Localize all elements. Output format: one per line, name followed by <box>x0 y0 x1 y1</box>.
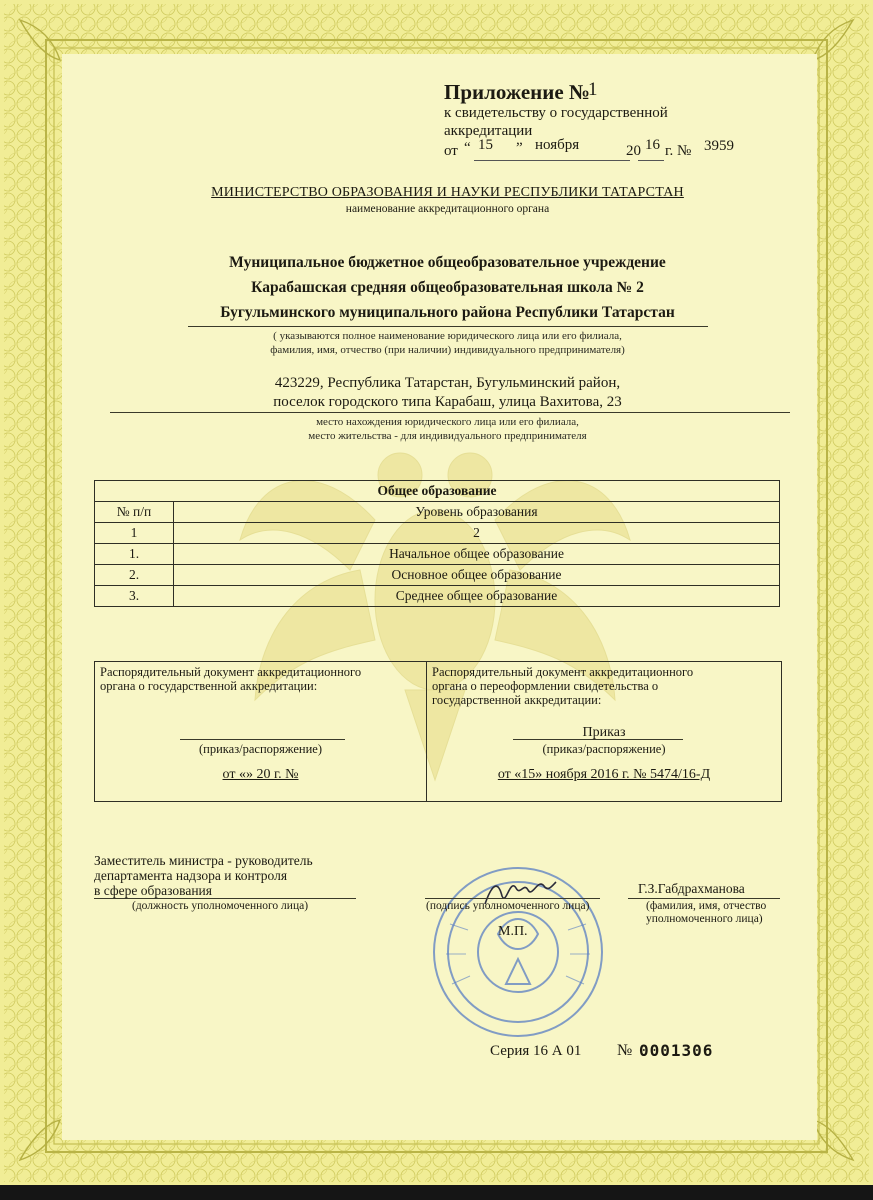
address-caption-line1: место нахождения юридического лица или его филиала, <box>316 416 579 428</box>
row-level: Начальное общее образование <box>174 544 780 565</box>
signer-position-line3: в сфере образования <box>94 883 212 898</box>
column-index-number: 1 <box>95 523 174 544</box>
appendix-subtitle-line2: аккредитации <box>444 123 533 139</box>
date-year-prefix: 20 <box>626 143 641 159</box>
row-number: 3. <box>95 586 174 607</box>
row-number: 2. <box>95 565 174 586</box>
right-doc-line2: органа о переоформлении свидетельства о <box>432 679 659 693</box>
appendix-subtitle-line1: к свидетельству о государственной <box>444 105 668 121</box>
table-header-row <box>95 502 780 523</box>
administrative-documents-box <box>94 661 782 802</box>
stamp-place-label: М.П. <box>498 924 528 939</box>
form-number-sign: № <box>617 1042 633 1059</box>
accreditation-authority-name: МИНИСТЕРСТВО ОБРАЗОВАНИЯ И НАУКИ РЕСПУБЛИКИ ТАТАРСТАН <box>211 185 684 200</box>
address-line1: 423229, Республика Татарстан, Бугульминский район, <box>274 375 621 391</box>
left-doc-caption: (приказ/распоряжение) <box>198 742 323 756</box>
right-doc-caption: (приказ/распоряжение) <box>542 742 666 756</box>
table-row <box>95 565 780 586</box>
date-month: ноября <box>535 137 580 153</box>
row-number: 1. <box>95 544 174 565</box>
organization-caption-line1: ( указываются полное наименование юридического лица или его филиала, <box>273 330 622 342</box>
column-header-level: Уровень образования <box>174 502 780 523</box>
column-header-number: № п/п <box>95 502 174 523</box>
organization-name-line2: Карабашская средняя общеобразовательная школа № 2 <box>251 279 644 296</box>
form-series-label: Серия 16 А 01 <box>490 1043 582 1059</box>
date-year-suffix: 16 <box>645 137 660 153</box>
appendix-title: Приложение № <box>444 80 591 104</box>
left-doc-line1: Распорядительный документ аккредитационного <box>100 665 362 679</box>
education-levels-table <box>94 480 780 607</box>
appendix-registration-number: 3959 <box>704 138 734 154</box>
right-doc-type: Приказ <box>582 725 626 740</box>
date-prefix: от <box>444 143 458 159</box>
row-level: Основное общее образование <box>174 565 780 586</box>
scan-edge <box>0 1185 873 1200</box>
appendix-number: 1 <box>588 79 598 100</box>
signer-position-line2: департамента надзора и контроля <box>94 868 288 883</box>
column-index-level: 2 <box>174 523 780 544</box>
right-doc-line1: Распорядительный документ аккредитационного <box>432 665 694 679</box>
accreditation-authority-caption: наименование аккредитационного органа <box>345 203 550 215</box>
date-quote-open: “ <box>464 140 471 156</box>
signer-name: Г.З.Габдрахманова <box>638 881 745 896</box>
date-day: 15 <box>478 137 493 153</box>
name-caption-line2: уполномоченного лица) <box>646 913 763 925</box>
table-title: Общее образование <box>95 481 780 502</box>
table-row <box>95 586 780 607</box>
organization-name-line3: Бугульминского муниципального района Республики Татарстан <box>220 304 675 321</box>
date-number-prefix: г. № <box>665 143 692 159</box>
right-doc-date: от «15» ноября 2016 г. № 5474/16-Д <box>497 767 711 782</box>
table-row <box>95 544 780 565</box>
address-line2: поселок городского типа Карабаш, улица Вахитова, 23 <box>273 394 622 410</box>
date-quote-close: ” <box>516 140 523 156</box>
name-caption-line1: (фамилия, имя, отчество <box>646 900 767 912</box>
right-doc-line3: государственной аккредитации: <box>432 693 602 707</box>
form-serial-number: 0001306 <box>639 1041 714 1060</box>
position-caption: (должность уполномоченного лица) <box>132 900 309 912</box>
table-index-row <box>95 523 780 544</box>
signature-caption: (подпись уполномоченного лица) <box>426 900 590 912</box>
left-doc-date: от «» 20 г. № <box>222 767 299 782</box>
signer-position-line1: Заместитель министра - руководитель <box>94 853 313 868</box>
row-level: Среднее общее образование <box>174 586 780 607</box>
left-doc-line2: органа о государственной аккредитации: <box>100 679 318 693</box>
organization-caption-line2: фамилия, имя, отчество (при наличии) индивидуального предпринимателя) <box>270 344 625 356</box>
address-caption-line2: место жительства - для индивидуального предпринимателя <box>308 430 587 442</box>
organization-name-line1: Муниципальное бюджетное общеобразовательное учреждение <box>229 254 666 271</box>
table-title-row <box>95 481 780 502</box>
